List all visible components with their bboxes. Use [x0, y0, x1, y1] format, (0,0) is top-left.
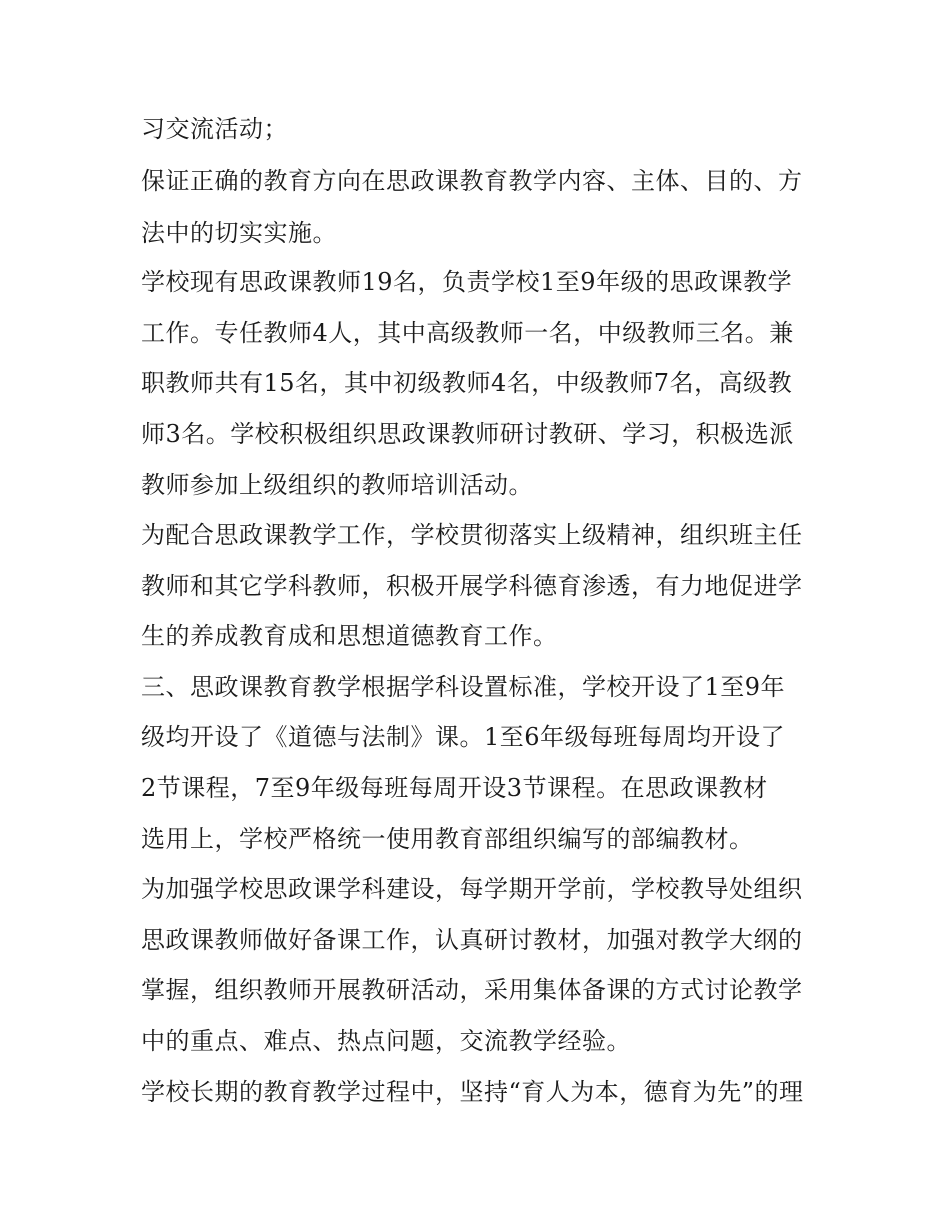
text-line: 为加强学校思政课学科建设，每学期开学前，学校教导处组织 [141, 875, 803, 903]
text-line: 教师参加上级组织的教师培训活动。 [141, 471, 533, 499]
text-line: 学校长期的教育教学过程中，坚持“育人为本，德育为先”的理 [141, 1078, 804, 1106]
text-line: 学校现有思政课教师19名，负责学校1至9年级的思政课教学 [141, 268, 793, 296]
text-line: 为配合思政课教学工作，学校贯彻落实上级精神，组织班主任 [141, 521, 803, 549]
text-line: 2节课程，7至9年级每班每周开设3节课程。在思政课教材 [141, 774, 768, 802]
text-line: 中的重点、难点、热点问题，交流教学经验。 [141, 1027, 631, 1055]
text-line: 选用上，学校严格统一使用教育部组织编写的部编教材。 [141, 825, 754, 853]
text-line: 三、思政课教育教学根据学科设置标准，学校开设了1至9年 [141, 673, 786, 701]
text-line: 生的养成教育成和思想道德教育工作。 [141, 622, 558, 650]
text-line: 掌握，组织教师开展教研活动，采用集体备课的方式讨论教学 [141, 976, 803, 1004]
text-line: 教师和其它学科教师，积极开展学科德育渗透，有力地促进学 [141, 572, 803, 600]
text-line: 保证正确的教育方向在思政课教育教学内容、主体、目的、方 [141, 167, 803, 195]
text-line: 法中的切实实施。 [141, 219, 337, 247]
text-line: 师3名。学校积极组织思政课教师研讨教研、学习，积极选派 [141, 420, 794, 448]
text-line: 职教师共有15名，其中初级教师4名，中级教师7名，高级教 [141, 369, 793, 397]
text-line: 级均开设了《道德与法制》课。1至6年级每班每周均开设了 [141, 723, 786, 751]
text-line: 习交流活动； [141, 115, 288, 143]
text-line: 思政课教师做好备课工作，认真研讨教材，加强对教学大纲的 [141, 926, 803, 954]
text-line: 工作。专任教师4人，其中高级教师一名，中级教师三名。兼 [141, 319, 794, 347]
